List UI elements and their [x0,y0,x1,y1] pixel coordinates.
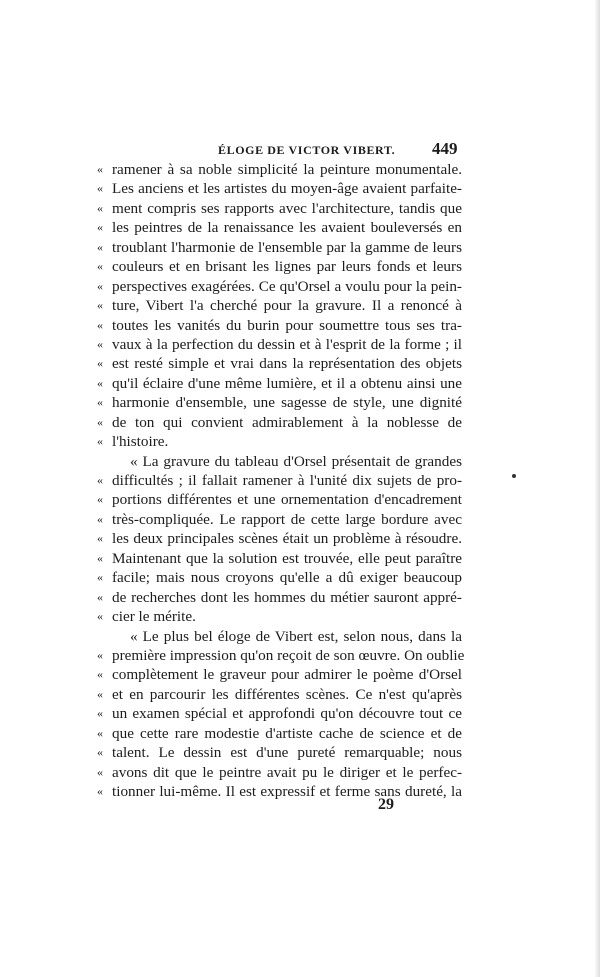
text-line [90,452,462,471]
text-line [90,296,462,315]
quote-mark: « [97,725,103,740]
text-line [90,316,462,335]
text-line [90,704,462,723]
line-text: troublant l'harmonie de l'ensemble par la gamme de leurs [112,238,462,256]
page-number: 449 [432,139,458,158]
quote-mark: « [97,278,103,293]
text-line [90,646,465,665]
line-text: difficultés ; il fallait ramener à l'unité dix sujets de pro- [112,472,462,489]
text-line [90,627,462,646]
text-line [90,393,462,412]
page-edge-shadow [594,0,600,977]
line-text: ture, Vibert l'a cherché pour la gravure. Il a renoncé à [112,297,462,315]
quote-mark: « [97,511,103,526]
text-line [90,199,462,218]
text-line [90,238,462,257]
line-text: ment compris ses rapports avec l'architecture, tandis que [112,199,462,217]
quote-mark: « [97,686,103,701]
line-text: cier le mérite. [112,608,196,626]
line-text: couleurs et en brisant les lignes par leurs fonds et leurs [112,258,462,276]
text-line [90,179,462,198]
line-text: ramener à sa noble simplicité la peinture monumentale. [112,161,462,178]
line-text: les deux principales scènes était un problème à résoudre. [112,530,462,548]
quote-mark: « [97,162,103,176]
quote-mark: « [97,667,103,682]
running-title: ÉLOGE DE VICTOR VIBERT. [218,143,396,157]
text-line [90,471,462,490]
line-text: tionner lui-même. Il est expressif et ferme sans dureté, la [112,783,462,800]
quote-mark: « [97,414,103,429]
quote-mark: « [97,200,103,215]
quote-mark: « [97,492,103,507]
text-line [90,529,462,548]
quote-mark: « [97,434,103,449]
line-text: est resté simple et vrai dans la représentation des objets [112,355,462,373]
quote-mark: « [97,745,103,760]
line-text: Maintenant que la solution est trouvée, elle peut paraître [112,549,462,567]
quote-mark: « [97,259,103,274]
line-text: harmonie d'ensemble, une sagesse de style, une dignité [112,394,462,412]
quote-mark: « [97,220,103,235]
line-text: un examen spécial et approfondi qu'on découvre tout ce [112,705,462,723]
quote-mark: « [97,609,103,624]
text-line [90,413,462,432]
quote-mark: « [97,589,103,604]
text-line [90,665,462,684]
signature-mark: 29 [378,796,394,813]
quote-mark: « [97,298,103,313]
line-text: « La gravure du tableau d'Orsel présentait de grandes [130,452,462,470]
ink-speck [512,474,516,478]
line-text: complètement le graveur pour admirer le poème d'Orsel [112,666,462,684]
line-text: première impression qu'on reçoit de son œuvre. On oublie [112,646,465,664]
quote-mark: « [97,239,103,254]
quote-mark: « [97,550,103,565]
quote-mark: « [97,570,103,585]
text-line [90,510,462,529]
quote-mark: « [97,181,103,196]
line-text: Les anciens et les artistes du moyen-âge avaient parfaite- [112,180,462,198]
quote-mark: « [97,336,103,351]
text-line [90,490,462,509]
text-line [90,568,462,587]
quote-mark: « [97,395,103,410]
line-text: de recherches dont les hommes du métier sauront appré- [112,588,462,606]
text-line [90,257,462,276]
quote-mark: « [97,531,103,546]
line-text: les peintres de la renaissance les avaient bouleversés en [112,219,462,237]
line-text: avons dit que le peintre avait pu le diriger et le perfec- [112,763,462,781]
line-text: que cette rare modestie d'artiste cache de science et de [112,724,462,742]
quote-mark: « [97,784,103,798]
quote-mark: « [97,375,103,390]
text-line [90,277,462,296]
line-text: « Le plus bel éloge de Vibert est, selon nous, dans la [130,627,462,645]
text-line [90,218,462,237]
text-line [90,724,462,743]
text-line [90,374,462,393]
line-text: toutes les vanités du burin pour soumettre tous ses tra- [112,316,462,334]
quote-mark: « [97,356,103,371]
quote-mark: « [97,317,103,332]
text-line [90,160,462,179]
text-line [90,335,462,354]
quote-mark: « [97,764,103,779]
text-line [90,685,462,704]
text-line [90,607,462,626]
text-line [90,588,462,607]
line-text: de ton qui convient admirablement à la noblesse de [112,413,462,431]
quote-mark: « [97,473,103,487]
line-text: l'histoire. [112,433,169,451]
line-text: et en parcourir les différentes scènes. Ce n'est qu'après [112,685,462,703]
text-line [90,432,462,451]
text-line [90,782,462,801]
line-text: facile; mais nous croyons qu'elle a dû exiger beaucoup [112,569,462,587]
text-line [90,743,462,762]
text-line [90,354,462,373]
quote-mark: « [97,706,103,721]
line-text: qu'il éclaire d'une même lumière, et il a obtenu ainsi une [112,374,462,392]
line-text: très-compliquée. Le rapport de cette large bordure avec [112,510,462,528]
line-text: perspectives exagérées. Ce qu'Orsel a voulu pour la pein- [112,277,462,295]
text-line [90,549,462,568]
quote-mark: « [97,647,103,662]
line-text: vaux à la perfection du dessin et à l'esprit de la forme ; il [112,335,462,353]
body-text [90,160,465,801]
line-text: talent. Le dessin est d'une pureté remarquable; nous [112,744,462,762]
line-text: portions différentes et une ornementation d'encadrement [112,491,462,509]
text-line [90,763,462,782]
